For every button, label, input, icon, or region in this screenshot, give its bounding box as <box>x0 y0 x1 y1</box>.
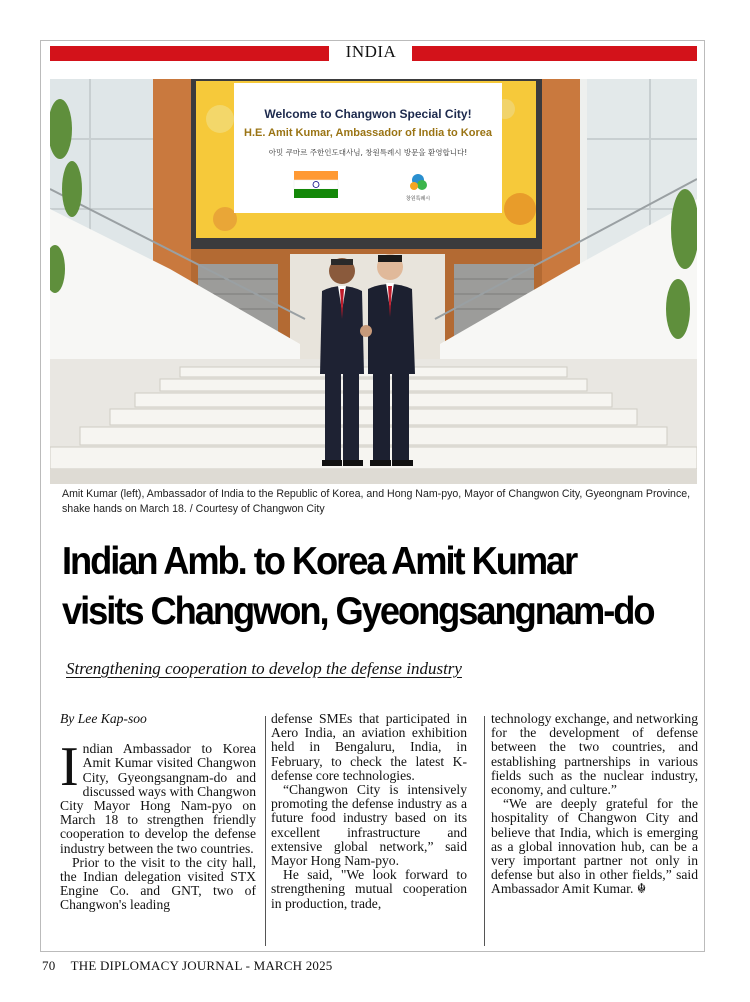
article-paragraph: technology exchange, and networking for the development of defense between the two countries, and establishing partnerships in various fields such as the nuclear industry, economy, and culture.” <box>491 712 698 798</box>
subheadline: Strengthening cooperation to develop the defense industry <box>66 659 462 678</box>
section-label: INDIA <box>345 42 397 61</box>
article-paragraph: He said, "We look forward to strengthening mutual cooperation in production, trade, <box>271 867 467 911</box>
section-bar-right <box>412 46 697 61</box>
page-number: 70 <box>42 958 56 973</box>
drop-cap: I <box>60 736 79 799</box>
banner-subtitle: H.E. Amit Kumar, Ambassador of India to Korea <box>244 127 492 139</box>
article-body <box>60 712 700 947</box>
column-divider <box>484 716 485 946</box>
article-paragraph: Indian Ambassador to Korea Amit Kumar visited Changwon City, Gyeongsangnam-do and discussed ways with Changwon City Mayor Hong Nam-pyo on March 18 to strengthen friendly cooperation to develop the defense industry between the two countries. <box>60 736 256 856</box>
banner-korean-text: 아밋 쿠마르 주한인도대사님, 창원특례시 방문을 환영합니다! <box>268 148 468 157</box>
article-photo <box>50 79 697 484</box>
article-paragraph: “Changwon City is intensively promoting the defense industry as a future food industry based on its excellent infrastructure and extensive global network,” said Mayor Hong Nam-pyo. <box>271 782 467 869</box>
india-flag-icon <box>294 171 338 198</box>
article-paragraph: Prior to the visit to the city hall, the Indian delegation visited STX Engine Co. and GNT, two of Changwon's leading <box>60 854 256 913</box>
headline-line-2: visits Changwon, Gyeongsangnam-do <box>62 590 654 633</box>
section-bar-left <box>50 46 329 61</box>
page-footer <box>42 958 333 974</box>
photo-caption: Amit Kumar (left), Ambassador of India to the Republic of Korea, and Hong Nam-pyo, Mayor of Changwon City, Gyeongnam Province, shake hands on March 18. / Courtesy of Changwon City <box>62 488 691 515</box>
headline-line-1: Indian Amb. to Korea Amit Kumar <box>62 540 577 583</box>
byline: By Lee Kap-soo <box>60 712 147 726</box>
article-column-3 <box>491 712 698 947</box>
banner-logo-text: 창원특례시 <box>405 196 431 202</box>
headline <box>62 537 657 637</box>
article-paragraph: “We are deeply grateful for the hospitality of Changwon City and believe that India, which is emerging as a global innovation hub, can be a very important partner not only in defense but also in other fields,” said Ambassador Amit Kumar. ☬ <box>491 796 698 897</box>
banner-title: Welcome to Changwon Special City! <box>264 107 472 121</box>
column-divider <box>265 716 266 946</box>
end-mark-icon: ☬ <box>636 881 647 897</box>
publication-name: THE DIPLOMACY JOURNAL - MARCH 2025 <box>70 958 333 973</box>
article-paragraph: defense SMEs that participated in Aero India, an aviation exhibition held in Bengaluru, India, in February, to check the latest K-defense core technologies. <box>271 712 467 783</box>
article-column-1 <box>60 712 256 947</box>
article-column-2 <box>271 712 467 947</box>
